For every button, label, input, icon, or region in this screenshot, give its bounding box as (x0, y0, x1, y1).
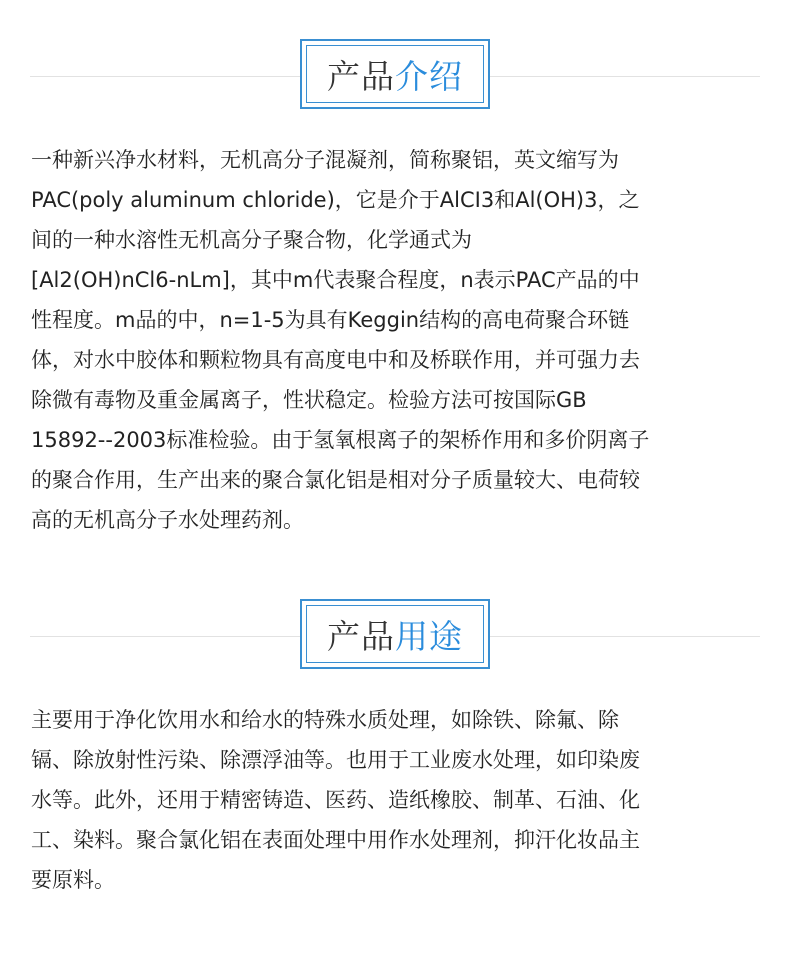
title-frame (300, 599, 490, 669)
text-line: 镉、除放射性污染、除漂浮油等。也用于工业废水处理，如印染废 (31, 748, 640, 772)
section-title-part2: 介绍 (395, 56, 463, 96)
text-line: 性程度。m品的中，n=1-5为具有Keggin结构的高电荷聚合环链 (31, 308, 630, 332)
text-line: 高的无机高分子水处理药剂。 (31, 508, 304, 532)
text-line: 主要用于净化饮用水和给水的特殊水质处理，如除铁、除氟、除 (31, 708, 619, 732)
usage-paragraph (31, 700, 763, 900)
section-title-part2: 用途 (395, 616, 463, 656)
title-frame (300, 39, 490, 109)
section-header-intro (30, 39, 760, 113)
text-line: 体，对水中胶体和颗粒物具有高度电中和及桥联作用，并可强力去 (31, 348, 640, 372)
text-line: 15892--2003标准检验。由于氢氧根离子的架桥作用和多价阴离子 (31, 428, 650, 452)
section-title (306, 605, 484, 663)
text-line: 除微有毒物及重金属离子，性状稳定。检验方法可按国际GB (31, 388, 587, 412)
section-title-part1: 产品 (327, 56, 395, 96)
intro-paragraph (31, 140, 763, 540)
text-line: [Al2(OH)nCl6-nLm]，其中m代表聚合程度，n表示PAC产品的中 (31, 268, 640, 292)
section-title-part1: 产品 (327, 616, 395, 656)
section-header-usage (30, 599, 760, 673)
text-line: 的聚合作用，生产出来的聚合氯化铝是相对分子质量较大、电荷较 (31, 468, 640, 492)
text-line: PAC(poly aluminum chloride)，它是介于AlCI3和Al(OH)3，之 (31, 188, 640, 212)
text-line: 要原料。 (31, 868, 115, 892)
text-line: 工、染料。聚合氯化铝在表面处理中用作水处理剂，抑汗化妆品主 (31, 828, 640, 852)
section-title (306, 45, 484, 103)
text-line: 水等。此外，还用于精密铸造、医药、造纸橡胶、制革、石油、化 (31, 788, 640, 812)
text-line: 间的一种水溶性无机高分子聚合物，化学通式为 (31, 228, 472, 252)
text-line: 一种新兴净水材料，无机高分子混凝剂，简称聚铝，英文缩写为 (31, 148, 619, 172)
